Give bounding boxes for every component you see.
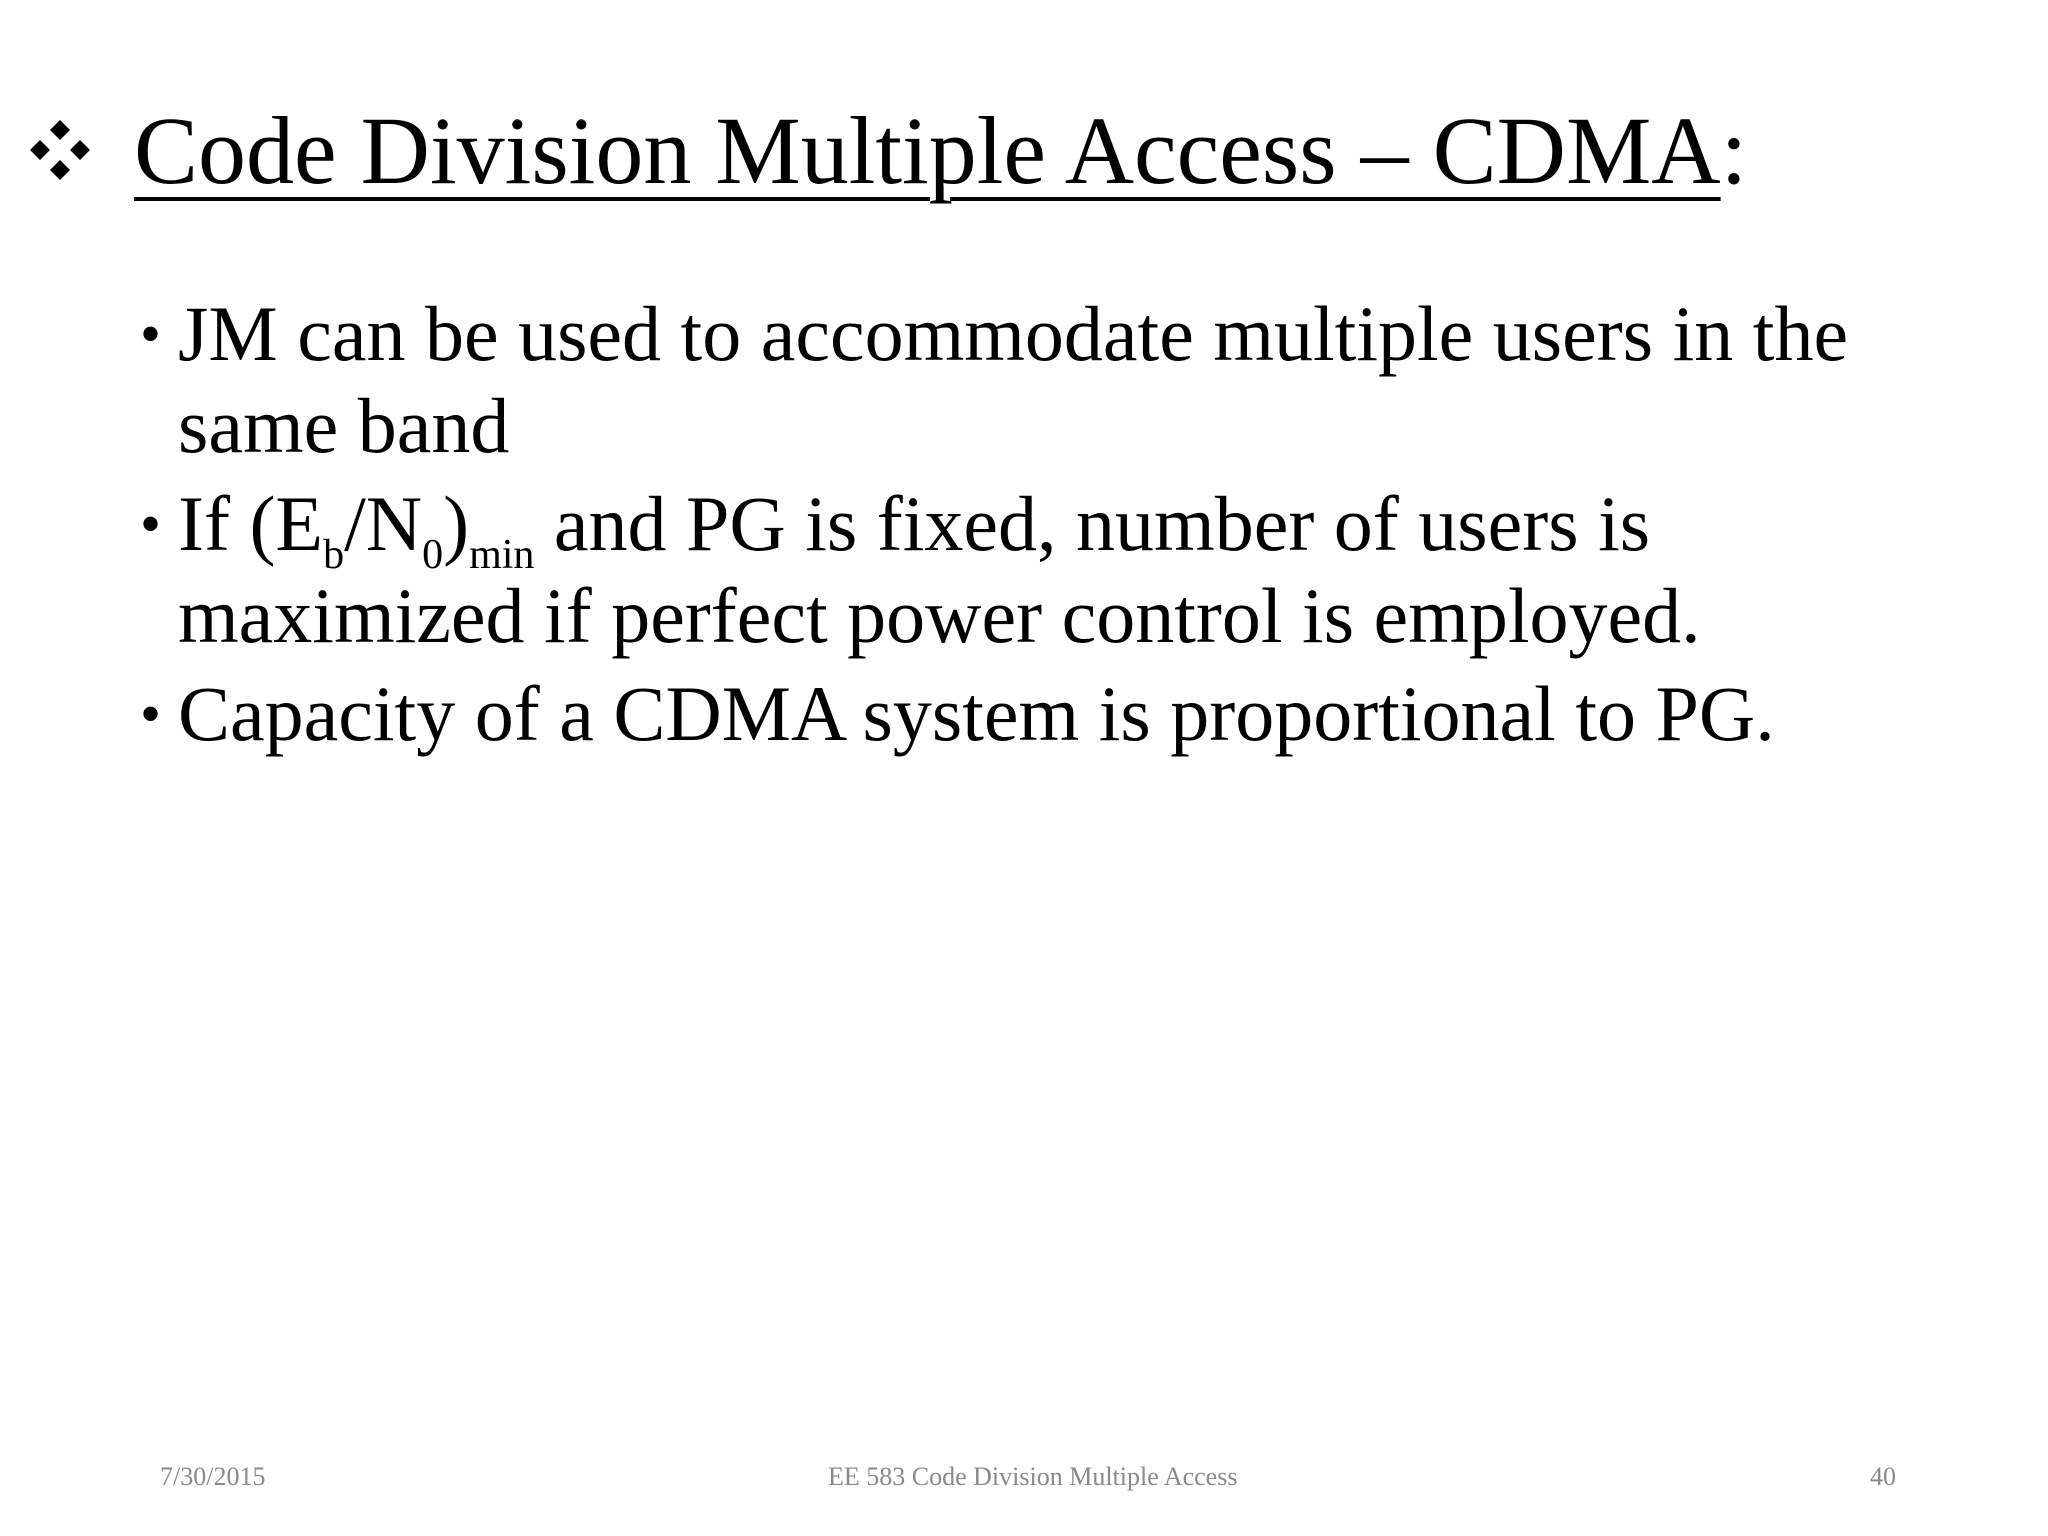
subscript-min: min (469, 532, 535, 578)
bullet-list (140, 288, 1920, 766)
bullet-item-3 (140, 668, 1920, 760)
bullet-text-3: Capacity of a CDMA system is proportional to PG. (178, 670, 1775, 757)
slide-title (134, 96, 1747, 206)
footer-course: EE 583 Code Division Multiple Access (828, 1462, 1238, 1491)
bullet-item-2 (140, 478, 1920, 662)
bullet-2-text-a: If (E (178, 480, 324, 567)
bullet-2-text-c: ) (443, 480, 470, 567)
subscript-b: b (323, 532, 345, 578)
subscript-0: 0 (422, 532, 444, 578)
diamond-cluster-icon (28, 118, 92, 182)
slide-title-text: Code Division Multiple Access – CDMA (134, 97, 1721, 204)
bullet-dot: • (140, 491, 162, 557)
footer-date: 7/30/2015 (160, 1462, 266, 1491)
bullet-item-1 (140, 288, 1920, 472)
bullet-2-text-d: and PG is fixed, number of users is maximized if perfect power control is employed. (178, 480, 1701, 659)
footer-page-number: 40 (1870, 1462, 1896, 1491)
bullet-2-text-b: /N (344, 480, 423, 567)
bullet-text-1: JM can be used to accommodate multiple users in the same band (178, 290, 1849, 469)
bullet-dot: • (140, 681, 162, 747)
bullet-text-2 (178, 480, 1701, 659)
bullet-dot: • (140, 301, 162, 367)
slide-title-colon: : (1720, 97, 1748, 204)
